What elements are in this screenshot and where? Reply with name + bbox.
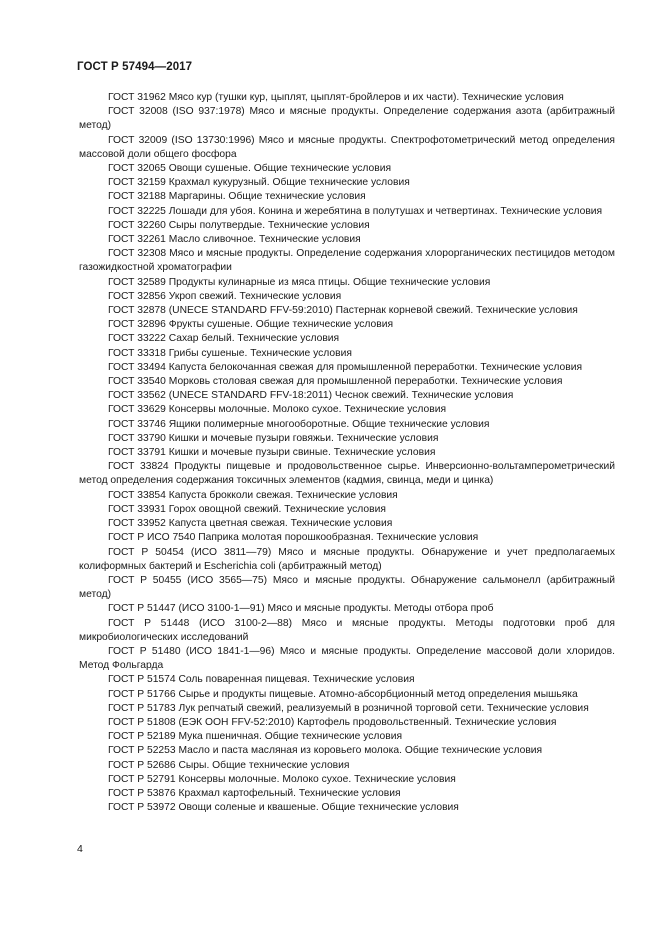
standard-entry: ГОСТ Р ИСО 7540 Паприка молотая порошкообразная. Технические условия [108, 532, 479, 544]
standard-entry: ГОСТ 31962 Мясо кур (тушки кур, цыплят, цыплят-бройлеров и их части). Технические условия [108, 92, 564, 103]
standard-entry: ГОСТ Р 51480 (ИСО 1841-1—96) Мясо и мясные продукты. Определение массовой доли хлоридов. Метод Фольгарда [79, 645, 615, 672]
standard-entry: ГОСТ Р 51448 (ИСО 3100-2—88) Мясо и мясные продукты. Методы подготовки проб для микробиологических исследований [79, 617, 615, 643]
standard-entry: ГОСТ Р 52189 Мука пшеничная. Общие технические условия [108, 731, 403, 743]
standard-entry: ГОСТ 33931 Горох овощной свежий. Технические условия [108, 503, 386, 515]
standard-entry: ГОСТ Р 52791 Консервы молочные. Молоко сухое. Технические условия [108, 773, 456, 785]
standard-entry: ГОСТ Р 51808 (ЕЭК ООН FFV-52:2010) Картофель продовольственный. Технические условия [108, 716, 557, 728]
page-number: 4 [77, 843, 83, 855]
document-header: ГОСТ Р 57494—2017 [77, 61, 193, 73]
standard-entry: ГОСТ 33562 (UNECE STANDARD FFV-18:2011) Чеснок свежий. Технические условия [108, 390, 514, 402]
standard-entry: ГОСТ 32878 (UNECE STANDARD FFV-59:2010) Пастернак корневой свежий. Технические условия [108, 305, 578, 317]
standard-entry: ГОСТ 33791 Кишки и мочевые пузыри свиные. Технические условия [108, 447, 436, 459]
standard-entry: ГОСТ Р 52686 Сыры. Общие технические условия [108, 759, 350, 771]
standard-entry: ГОСТ Р 51574 Соль поваренная пищевая. Технические условия [108, 674, 415, 686]
standard-entry: ГОСТ 32589 Продукты кулинарные из мяса птицы. Общие технические условия [108, 276, 491, 288]
standard-entry: ГОСТ Р 51447 (ИСО 3100-1—91) Мясо и мясные продукты. Методы отбора проб [108, 603, 494, 615]
standard-entry: ГОСТ 33494 Капуста белокочанная свежая для промышленной переработки. Технические условия [108, 361, 583, 373]
standard-entry: ГОСТ 33540 Морковь столовая свежая для промышленной переработки. Технические условия [108, 376, 563, 388]
standard-entry: ГОСТ 32159 Крахмал кукурузный. Общие технические условия [108, 177, 410, 189]
standard-entry: ГОСТ 32261 Масло сливочное. Технические условия [108, 234, 361, 246]
standard-entry: ГОСТ 33854 Капуста брокколи свежая. Технические условия [108, 489, 398, 501]
standard-entry: ГОСТ 32896 Фрукты сушеные. Общие технические условия [108, 319, 394, 331]
standard-entry: ГОСТ 32856 Укроп свежий. Технические условия [108, 290, 342, 302]
standard-entry: ГОСТ 33790 Кишки и мочевые пузыри говяжьи. Технические условия [108, 432, 439, 444]
standards-list [79, 91, 615, 815]
standard-entry: ГОСТ 33824 Продукты пищевые и продовольственное сырье. Инверсионно-вольтамперометрический метод определения содержания токсичных элементов (кадмия, свинца, меди и цинка) [79, 461, 615, 487]
standard-entry: ГОСТ 32009 (ISO 13730:1996) Мясо и мясные продукты. Спектрофотометрический метод определения массовой доли общего фосфора [79, 134, 615, 160]
standard-entry: ГОСТ 32008 (ISO 937:1978) Мясо и мясные продукты. Определение содержания азота (арбитражный метод) [79, 106, 615, 132]
standard-entry: ГОСТ Р 51783 Лук репчатый свежий, реализуемый в розничной торговой сети. Технические условия [108, 702, 589, 714]
standard-entry: ГОСТ Р 50454 (ИСО 3811—79) Мясо и мясные продукты. Обнаружение и учет предполагаемых колиформных бактерий и Escherichia coli (арбитражный метод) [79, 546, 615, 572]
standard-entry: ГОСТ Р 53876 Крахмал картофельный. Технические условия [108, 787, 401, 799]
standard-entry: ГОСТ Р 52253 Масло и паста масляная из коровьего молока. Общие технические условия [108, 745, 543, 757]
standard-entry: ГОСТ 33222 Сахар белый. Технические условия [108, 333, 340, 345]
standard-entry: ГОСТ 32308 Мясо и мясные продукты. Определение содержания хлорорганических пестицидов методом газожидкостной хроматографии [79, 248, 615, 274]
standard-entry: ГОСТ 33318 Грибы сушеные. Технические условия [108, 347, 352, 359]
standard-entry: ГОСТ 32065 Овощи сушеные. Общие технические условия [108, 163, 392, 175]
standard-entry: ГОСТ 33629 Консервы молочные. Молоко сухое. Технические условия [108, 404, 447, 416]
standard-entry: ГОСТ 32188 Маргарины. Общие технические условия [108, 191, 366, 203]
standard-entry: ГОСТ 33952 Капуста цветная свежая. Технические условия [108, 518, 393, 530]
standard-entry: ГОСТ Р 51766 Сырье и продукты пищевые. Атомно-абсорбционный метод определения мышьяка [108, 688, 578, 700]
standard-entry: ГОСТ 33746 Ящики полимерные многооборотные. Общие технические условия [108, 418, 490, 430]
standard-entry: ГОСТ 32260 Сыры полутвердые. Технические условия [108, 219, 370, 231]
standard-entry: ГОСТ Р 53972 Овощи соленые и квашеные. Общие технические условия [108, 802, 459, 814]
standard-entry: ГОСТ Р 50455 (ИСО 3565—75) Мясо и мясные продукты. Обнаружение сальмонелл (арбитражный метод) [79, 574, 615, 601]
standard-entry: ГОСТ 32225 Лошади для убоя. Конина и жеребятина в полутушах и четвертинах. Технические условия [108, 205, 603, 217]
